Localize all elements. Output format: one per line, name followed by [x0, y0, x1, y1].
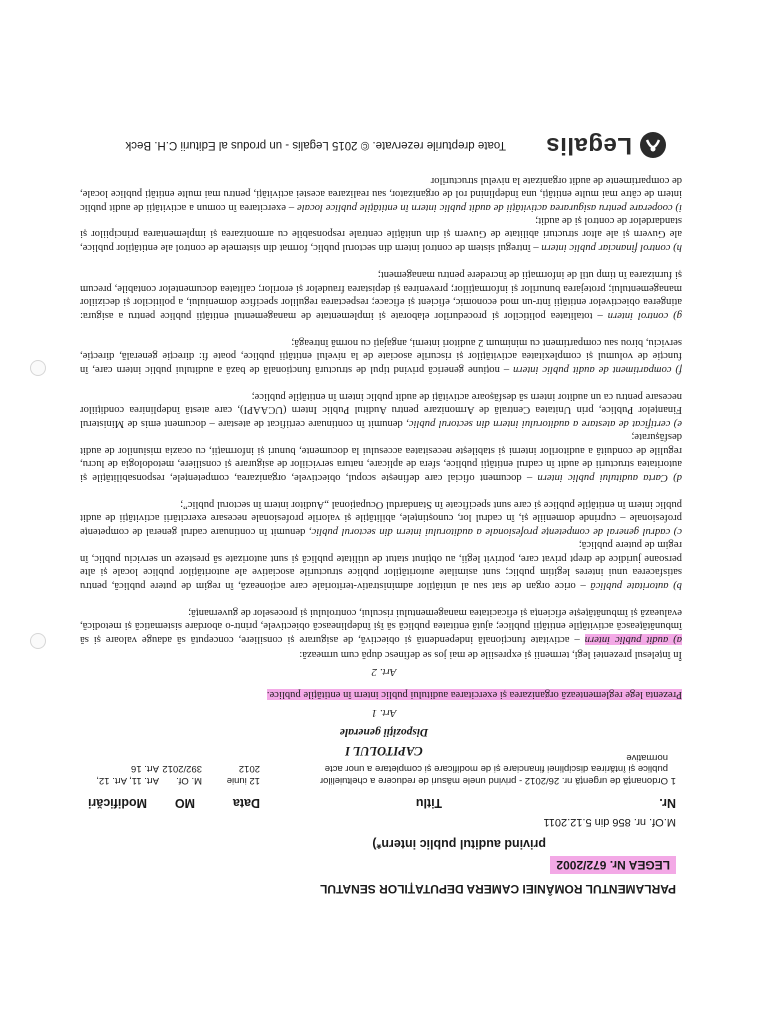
- row-mo-line: 392/2012: [162, 763, 202, 775]
- article-2-heading: Art. 2: [371, 666, 397, 678]
- row-mo: [162, 763, 202, 786]
- definition-term: f) compartiment de audit public intern: [513, 364, 682, 375]
- definition-text: – document oficial care definește scopul, obiectivele, organizarea, competențele, responsabilitățile și autoritatea structurii de audit în cadrul entității publice, sfera de aplicare, natura serviciilor de asigurare și consiliere, metodologia de lucru, regulile de conduită a auditorilor interni și stabilește necesitatea accesului la documente, bunuri și informații, cu ocazia misiunilor de audit desfășurate;: [80, 431, 682, 483]
- definition-text: – orice organ de stat sau al unităților administrativ-teritoriale care acționează, în regim de putere publică, pentru satisfacerea unui interes legitim public; sunt asimilate autorităților publice structurile asociative ale autorităților publice locale și alte persoane juridice de drept privat care, potrivit legii, au obținut statut de utilitate publică și sunt autorizate să presteze un serviciu public, în regim de putere publică;: [80, 539, 682, 591]
- legalis-logo: [546, 130, 668, 160]
- definition-text: – exercitarea în comun a activității de audit public intern de către mai multe entități, una îndeplinind rol de organizator, sau realizarea acestei activități, pentru mai multe entități publice locale, de compartimente de audit organizate la nivelul structurilor: [80, 174, 682, 213]
- definition-text: , denumit în continuare certificat de atestare – document emis de Ministerul Finanțelor Publice, prin Unitatea Centrală de Armonizare pentru Auditul Public Intern (UCAAPI), care atestă îndeplinirea condițiilor necesare pentru ca un auditor intern să desfășoare activități de audit public intern în entitățile publice;: [79, 390, 682, 429]
- row-title-line: publice și întărirea disciplinei financiare și de modificare și completare a unor acte: [324, 763, 668, 775]
- definition-term: d) Carta auditului public intern: [537, 472, 682, 483]
- row-title-line: Ordonanță de urgență nr. 26/2012 - privind unele măsuri de reducere a cheltuielilor: [319, 775, 668, 786]
- chapter-subtitle: Dispoziții generale: [339, 726, 429, 738]
- definition-text: – totalitatea politicilor și procedurilor elaborate și implementate de managementul entității publice pentru a asigura: atingerea obiectivelor entității într-un mod economic, eficient și eficace; respectarea regulilor specifice domeniului, a politicilor și deciziilor managementului; protejarea bunurilor și informațiilor; prevenirea și depistarea fraudelor și erorilor; calitatea documentelor contabile, precum și furnizarea în timp util de informații de încredere pentru management;: [80, 269, 682, 321]
- definition-e: [80, 389, 682, 430]
- definition-c: [80, 497, 682, 538]
- definition-term: c) cadrul general de competențe profesionale a auditorului intern din sectorul public: [311, 526, 682, 537]
- definition-text: – întregul sistem de control intern din sectorul public, format din sistemele de control ale entităților publice, ale Guvern și ale altor structuri abilitate de Guvern și din unitățile centrale responsabile cu armonizarea și implementarea principiilor și standardelor de control și de audit;: [80, 214, 682, 253]
- definition-a: [80, 605, 682, 646]
- legalis-logo-mark: [638, 130, 668, 160]
- copyright-notice: Toate drepturile rezervate. © 2015 Legalis - un produs al Editurii C.H. Beck: [125, 139, 506, 151]
- definition-i: [80, 173, 682, 214]
- table-header-mo: MO: [174, 796, 195, 810]
- table-header-date: Data: [232, 796, 260, 810]
- publication-reference: M.Of. nr. 856 din 5.12.2011: [543, 816, 676, 828]
- definition-d: [80, 430, 682, 484]
- definition-text: , denumit în continuare cadrul general de competențe profesionale – cuprinde domeniile și, în cadrul lor, cunoștințele, abilitățile și valorile profesionale necesare exercitării activității de audit public intern în entitățile publice și care sunt specificate în Standardul Ocupațional „Auditor intern în sectorul public”;: [80, 498, 682, 537]
- chapter-title: CAPITOLUL I: [345, 744, 423, 758]
- article-2-intro: În înțelesul prezentei legi, termenii și expresiile de mai jos se definesc după cum urmează:: [299, 649, 682, 660]
- law-title: privind auditul public intern*): [372, 837, 546, 851]
- definition-term: i) cooperare pentru asigurarea activității de audit public intern în entitățile publice locale: [297, 202, 682, 213]
- law-number: LEGEA Nr. 672/2002: [550, 856, 676, 874]
- definition-term: h) control financiar public intern: [541, 242, 682, 253]
- definition-term: b) autoritate publică: [590, 580, 682, 591]
- definition-text: – noțiune generică privind tipul de structură funcțională de bază a auditului public intern care, în funcție de volumul și complexitatea activităților și riscurile asociate de la nivelul entității publice, poate fi: direcție generală, direcție, serviciu, birou sau compartiment cu minimum 2 auditori interni, angajați cu normă întreagă;: [80, 336, 682, 375]
- definition-text: – activitate funcțională independentă și obiectivă, de asigurare și consiliere, concepută să adauge valoare și să îmbunătățească activitățile entității publice; ajută entitatea publică să își îndeplinească obiectivele, printr-o abordare sistematică și metodică, evaluează și îmbunătățește eficiența și eficacitatea managementului riscului, controlului și proceselor de guvernanță;: [80, 606, 682, 645]
- row-date-line: 2012: [238, 763, 260, 775]
- article-1-heading: Art. 1: [371, 707, 397, 719]
- row-mo-line: M. Of.: [176, 775, 202, 786]
- definition-term: e) certificat de atestare a auditorului intern din sectorul public: [408, 418, 682, 429]
- parliament-header: PARLAMENTUL ROMÂNIEI CAMERA DEPUTAȚILOR SENATUL: [320, 882, 676, 896]
- article-1-text: [80, 687, 682, 701]
- definition-term: a) audit public intern: [584, 634, 682, 645]
- table-header-nr: Nr.: [659, 796, 676, 810]
- row-title-line: normative: [626, 752, 668, 763]
- legalis-logo-text: Legalis: [545, 132, 632, 159]
- row-date-line: 12 iunie: [226, 775, 260, 786]
- table-header-modifications: Modificări: [87, 796, 147, 810]
- definition-f: [80, 335, 682, 376]
- table-header-title: Titlu: [415, 796, 442, 810]
- article-1-highlighted-text: Prezenta lege reglementează organizarea și exercitarea auditului public intern în entitățile publice.: [266, 689, 682, 700]
- row-mod-line: Art. 16: [131, 763, 159, 775]
- row-number: 1: [670, 775, 676, 786]
- row-date: [227, 763, 260, 786]
- row-mod-line: Art. 11, Art. 12,: [96, 775, 159, 786]
- definition-term: g) control intern: [607, 310, 682, 321]
- definition-b: [80, 538, 682, 592]
- definition-g: [80, 268, 682, 322]
- row-modifications: [96, 763, 159, 786]
- definition-h: [80, 213, 682, 254]
